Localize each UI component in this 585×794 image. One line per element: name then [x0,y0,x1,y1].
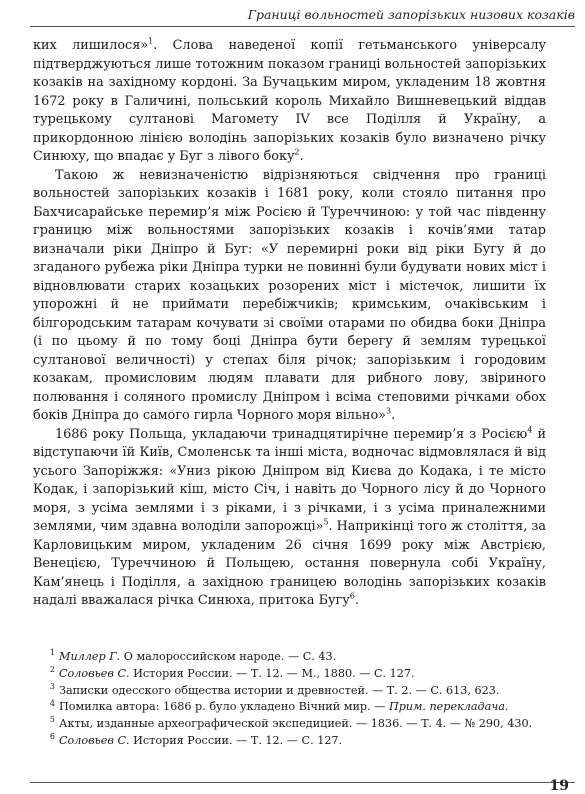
footnote-author: Соловьев С. [59,733,130,747]
paragraph-1 [33,37,546,167]
text-run: . Наприкінці того ж століття, за Карловицьким миром, укладеним 26 січня 1699 року між Австрією, Венецією, Туреччиною й Польщею, остання повернула собі Україну, Кам’янець і Поділля, а західною границею володінь запорізьких козаків надалі вважалася річка Синюха, притока Бугу [33,519,546,608]
footnote-text: О малороссийском народе. — С. 43. [120,650,337,663]
footnote: 3 Записки одесского общества истории и древностей. — Т. 2. — С. 613, 623. [49,681,500,697]
paragraph-2 [33,167,546,426]
footnote-author: Соловьев С. [59,666,130,680]
running-header [30,0,575,27]
text-run: . [299,149,304,164]
footnote-text: Акты, изданные археографической экспедицией. — 1836. — Т. 4. — № 290, 430. [59,717,533,731]
footnote: 1 Миллер Г. О малороссийском народе. — С. 43. [49,648,337,663]
paragraph-3 [33,426,546,611]
footnote-author: Миллер Г. [59,650,121,663]
footnote-text: История России. — Т. 12. — С. 127. [129,733,343,747]
footnotes [33,649,546,750]
footnote-text: Помилка автора: 1686 р. було укладено Вічний мир. — [59,700,389,714]
footnote: 2 Соловьев С. История России. — Т. 12. — М., 1880. — С. 127. [49,665,415,680]
page-bottom-rule [30,782,575,783]
footnote-text: Записки одесского общества истории и древностей. — Т. 2. — С. 613, 623. [59,683,500,697]
footnote-ref[interactable]: 2 [294,147,300,157]
text-run: Такою ж невизначеністю відрізняються свідчення про границі вольностей запорізьких козаків і 1681 року, коли стояло питання про Бахчисарайське перемир’я між Росією й Туреччиною: у той час південну границю між вольностями запорізьких козаків і кочів’ями татар визначали ріки Дніпро й Буг: «У перемирні роки від ріки Бугу й до згаданого рубежа ріки Дніпра турки не повинні були будувати нових міст і відновлювати старих козацьких розорених міст і містечок, лишити їх упорожні й не приймати перебіжчиків; кримським, очаківським і білгородським татарам кочувати зі своїми отарами по обидва боки Дніпра (і по цьому й по тому боці Дніпра бути берегу й землям турецької султанової величності) у степах біля річок; запорізьким і городовим козакам, промисловим людям плавати для рибного лову, звіриного полювання і соляного промислу Дніпром і всіма степовими річками обох боків Дніпра до самого гирла Чорного моря вільно» [33,167,546,423]
text-run: . [391,408,396,423]
footnote-ref[interactable]: 5 [323,517,329,527]
footnote-translator-note: Прим. перекладача. [388,700,509,714]
text-run: ких лишилося» [33,38,149,53]
running-title: Границі вольностей запорізьких низових козаків [247,7,575,22]
main-text [33,37,546,611]
footnote-ref[interactable]: 4 [527,425,533,435]
footnote-ref[interactable]: 3 [386,406,392,416]
footnote-text: История России. — Т. 12. — М., 1880. — С. 127. [129,666,415,680]
text-run: й відступаючи їй Київ, Смоленськ та інші міста, водночас відмовлялася й від усього Запоріжжя: «Униз рікою Дніпром від Києва до Кодака, і те місто Кодак, і запорізький кіш, місто Січ, і навіть до Чорного лісу й до Чорного моря, з усіма землями і з ріками, і з річками, і з усіма приналежними землями, чим здавна володіли запорожці» [33,426,546,534]
text-run: 1686 року Польща, укладаючи тринадцятирічне перемир’я з Росією [55,426,528,442]
page-number: 19 [549,778,569,794]
footnote: 6 Соловьев С. История России. — Т. 12. — С. 127. [49,732,343,747]
text-run: . [354,593,359,608]
footnote-ref[interactable]: 1 [148,36,154,46]
footnote-ref[interactable]: 6 [349,591,355,601]
footnote: 4 Помилка автора: 1686 р. було укладено Вічний мир. — Прим. перекладача. [49,698,509,714]
footnote: 5 Акты, изданные археографической экспедицией. — 1836. — Т. 4. — № 290, 430. [49,715,533,731]
text-run: . Слова наведеної копії гетьманського універсалу підтверджуються лише тотожним показом границі вольностей запорізьких козаків на західному кордоні. За Бучацьким миром, укладеним 18 жовтня 1672 року в Галичині, польський король Михайло Вишневецький віддав турецькому султанові Магомету IV все Поділля й Україну, а прикордонною лінією володінь запорізьких козаків було визначено річку Синюху, що впадає у Буг з лівого боку [33,38,546,164]
